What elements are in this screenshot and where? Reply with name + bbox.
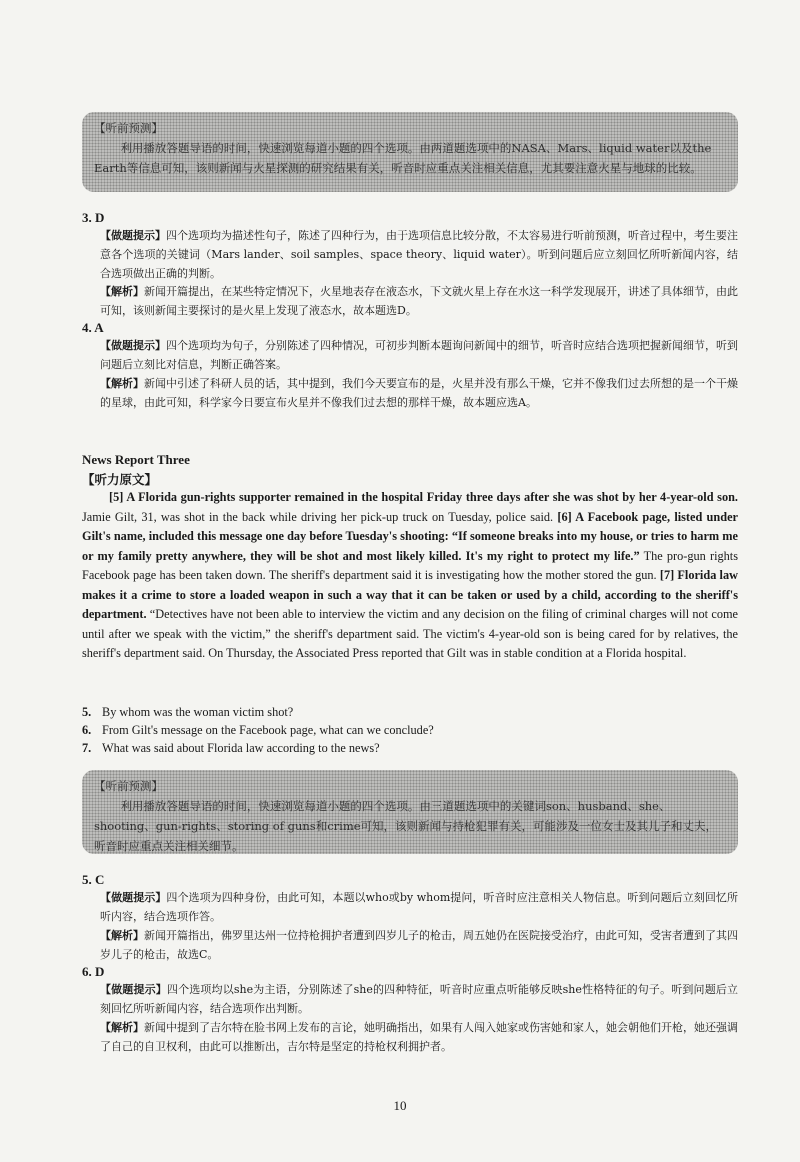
script-sentence-6: [6] A Facebook page, listed under Gilt's name, included this message one day before Tuesday's shooting: “If someone breaks into my house, or tries to harm me or my family pretty anywhere, they will be shot and most likely killed. It's my right to protect my life.” [82, 509, 738, 563]
analysis-text: 新闻开篇提出，在某些特定情况下，火星地表存在液态水，下文就火星上存在水这一科学发现展开，讲述了具体细节，由此可知，该则新闻主要探讨的是火星上发现了液态水，故本题选D。 [100, 285, 738, 317]
preview-text: 利用播放答题导语的时间，快速浏览每道小题的四个选项。由三道题选项中的关键词son、husband、she、shooting、gun-rights、storing of guns和crime可知，该则新闻与持枪犯罪有关，可能涉及一位女士及其儿子和丈夫，听音时应重点关注相关细节。 [94, 799, 718, 853]
tip-label: 【做题提示】 [100, 891, 167, 904]
analysis-label: 【解析】 [100, 377, 144, 390]
preview-tag: 【听前预测】 [94, 121, 163, 135]
script-text: The pro-gun rights Facebook page has been taken down. The sheriff's department said it is investigating how the mother stored the gun. [82, 548, 739, 582]
analysis-paragraph-5 [100, 926, 738, 964]
answer-number-3: 3. D [82, 210, 105, 225]
analysis-label: 【解析】 [100, 1021, 144, 1034]
section-heading: News Report Three [82, 452, 190, 467]
script-text: Jamie Gilt, 31, was shot in the back while driving her pick-up truck on Tuesday, police said. [82, 509, 558, 524]
answer-number-5: 5. C [82, 872, 105, 887]
analysis-text: 新闻开篇指出，佛罗里达州一位持枪拥护者遭到四岁儿子的枪击，周五她仍在医院接受治疗，由此可知，受害者遭到了其四岁儿子的枪击，故选C。 [100, 929, 738, 961]
tip-paragraph-3 [100, 226, 738, 283]
tip-label: 【做题提示】 [100, 229, 166, 242]
answer-number-6: 6. D [82, 964, 105, 979]
preview-box-2 [82, 770, 738, 854]
question-item: 7. What was said about Florida law according to the news? [82, 741, 380, 755]
analysis-label: 【解析】 [100, 929, 144, 942]
analysis-paragraph-6 [100, 1018, 738, 1056]
tip-text: 四个选项均为句子，分别陈述了四种情况，可初步判断本题询问新闻中的细节，听音时应结合选项把握新闻细节，听到问题后立刻比对信息，判断正确答案。 [100, 339, 738, 371]
preview-text: 利用播放答题导语的时间，快速浏览每道小题的四个选项。由两道题选项中的NASA、Mars、liquid water以及the Earth等信息可知，该则新闻与火星探测的研究结果有关，听音时应重点关注相关信息，尤其要注意火星与地球的比较。 [94, 141, 712, 175]
preview-box-1 [82, 112, 738, 192]
script-label: 【听力原文】 [82, 473, 158, 487]
tip-paragraph-5 [100, 888, 738, 926]
page-number: 10 [393, 1098, 407, 1113]
tip-label: 【做题提示】 [100, 983, 167, 996]
script-sentence-7: [7] Florida law makes it a crime to store a loaded weapon in such a way that it can be taken or used by a child, according to the sheriff's department. [82, 568, 738, 621]
analysis-text: 新闻中引述了科研人员的话，其中提到，我们今天要宣布的是，火星并没有那么干燥，它并不像我们过去所想的是一个干燥的星球，由此可知，科学家今日要宣布火星并不像我们过去想的那样干燥，故本题应选A。 [100, 377, 738, 409]
tip-text: 四个选项均为描述性句子，陈述了四种行为，由于选项信息比较分散，不太容易进行听前预测，听音过程中，考生要注意各个选项的关键词（Mars lander、soil samples、space theory、liquid water）。听到问题后应立刻回忆所听新闻内容，结合选项做出正确的判断。 [100, 229, 738, 280]
analysis-paragraph-4 [100, 374, 738, 412]
preview-tag: 【听前预测】 [94, 779, 163, 793]
analysis-text: 新闻中提到了吉尔特在脸书网上发布的言论，她明确指出，如果有人闯入她家或伤害她和家人，她会朝他们开枪，她还强调了自己的自卫权利，由此可以推断出，吉尔特是坚定的持枪权利拥护者。 [100, 1021, 738, 1053]
tip-text: 四个选项均以she为主语，分别陈述了she的四种特征，听音时应重点听能够反映she性格特征的句子。听到问题后立刻回忆所听新闻内容，结合选项作出判断。 [100, 983, 738, 1015]
tip-paragraph-6 [100, 980, 738, 1018]
tip-text: 四个选项为四种身份，由此可知，本题以who或by whom提问，听音时应注意相关人物信息。听到问题后立刻回忆所听内容，结合选项作答。 [100, 891, 738, 923]
answer-number-4: 4. A [82, 320, 104, 335]
question-item: 5. By whom was the woman victim shot? [82, 705, 294, 719]
script-sentence-5: [5] A Florida gun-rights supporter remained in the hospital Friday three days after she was shot by her 4-year-old son. [109, 490, 738, 504]
analysis-paragraph-3 [100, 282, 738, 320]
tip-paragraph-4 [100, 336, 738, 374]
question-item: 6. From Gilt's message on the Facebook page, what can we conclude? [82, 723, 434, 737]
tip-label: 【做题提示】 [100, 339, 166, 352]
script-text: “Detectives have not been able to interview the victim and any decision on the filing of criminal charges will not come until after we speak with the victim,” the sheriff's department said. The victim's 4-year-old son is being cared for by relatives, the sheriff's department said. On Thursday, the Associated Press reported that Gilt was in stable condition at a Florida hospital. [82, 607, 738, 660]
listening-script [82, 488, 738, 664]
question-list [82, 703, 434, 757]
analysis-label: 【解析】 [100, 285, 144, 298]
